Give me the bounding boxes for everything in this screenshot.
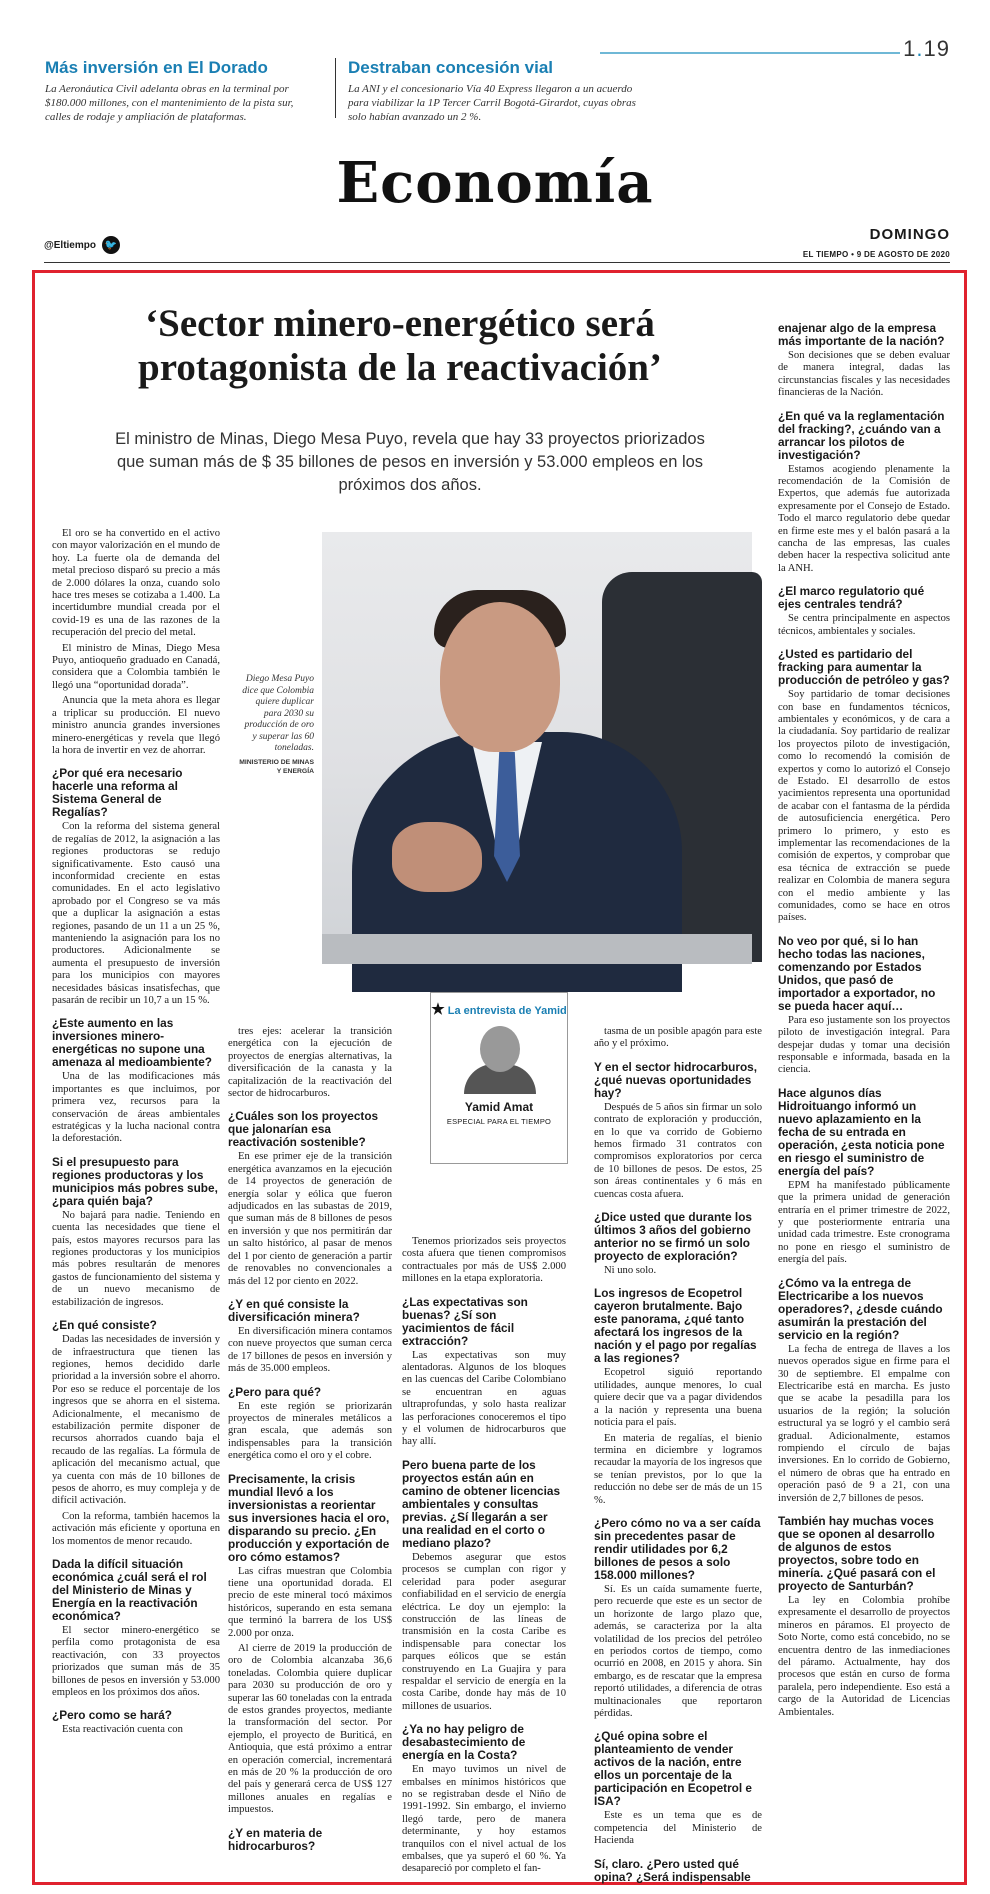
answer: La fecha de entrega de llaves a los nuevos operados sigue en firme para el 30 de septiembre. El empalme con Electricaribe está en marcha. Es justo que se acabe la pesadilla para los usuarios de la región; la solución estructural ya se logró y el cambio será gradual. Adicionalmente, estamos rompiendo el círculo de bajas inversiones. En lo corrido de Gobierno, el número de obras que ha entrado en operación pasó de 9 a 21, con una inversión de 2,7 billones de pesos. bbox=[778, 1343, 950, 1504]
teaser-text: La ANI y el concesionario Vía 40 Express llegaron a un acuerdo para viabilizar la 1P Tercer Carril Bogotá-Girardot, cuyas obras solo habían avanzado un 2 %. bbox=[348, 83, 636, 123]
question: ¿Dice usted que durante los últimos 3 años del gobierno anterior no se firmó un solo proyecto de exploración? bbox=[594, 1210, 752, 1264]
question: ¿En qué va la reglamentación del fracking?, ¿cuándo van a arrancar los pilotos de investigación? bbox=[778, 408, 945, 462]
question: También hay muchas voces que se oponen al desarrollo de algunos de estos proyectos, sobre todo en minería. ¿Qué pasará con el proyecto de Santurbán? bbox=[778, 1513, 936, 1593]
star-icon: ★ bbox=[431, 1001, 445, 1018]
question: Sí, claro. ¿Pero usted qué opina? ¿Será indispensable bbox=[594, 1856, 751, 1884]
question: enajenar algo de la empresa más importante de la nación? bbox=[778, 321, 945, 348]
interview-badge bbox=[430, 992, 568, 1164]
question: ¿Y en materia de hidrocarburos? bbox=[228, 1825, 323, 1853]
answer: Una de las modificaciones más importantes es que incluimos, por primera vez, recursos para la conservación de áreas ambientales estratégicas y la lucha nacional contra la deforestación. bbox=[52, 1071, 220, 1145]
page-number-rule bbox=[600, 52, 900, 54]
teaser-divider bbox=[335, 58, 336, 118]
teaser-el-dorado[interactable] bbox=[45, 58, 335, 124]
teaser-title[interactable]: Destraban concesión vial bbox=[348, 58, 554, 77]
answer: Al cierre de 2019 la producción de oro de Colombia alcanzaba 36,6 toneladas. Colombia quiere duplicar para 2030 su producción de oro y superar las 60 toneladas con la entrada de estos grandes proyectos, mediante la transformación del sector. Por ejemplo, el proyecto de Buriticá, en Antioquia, que está próximo a entrar en operación comercial, incrementará en más de 20 % la producción de oro del país y generará cerca de US$ 127 millones anuales en regalías e impuestos. bbox=[228, 1643, 392, 1816]
question: ¿Qué opina sobre el planteamiento de vender activos de la nación, entre ellos un porcentaje de la participación en Ecopetrol e ISA? bbox=[594, 1729, 752, 1809]
dateline: EL TIEMPO • 9 DE AGOSTO DE 2020 bbox=[802, 250, 950, 259]
question: ¿Este aumento en las inversiones minero-energéticas no supone una amenaza al medioambiente? bbox=[52, 1016, 212, 1070]
paragraph: Anuncia que la meta ahora es llegar a triplicar su producción. El nuevo ministro anuncia grandes inversiones minero-energéticas y revela que llegó la hora de invertir en vez de ahorrar. bbox=[52, 695, 220, 756]
answer: En este región se priorizarán proyectos de minerales metálicos a gran escala, que además son indispensables para la transición energética como el oro y el cobre. bbox=[228, 1400, 392, 1462]
answer: En materia de regalías, el bienio termina en diciembre y logramos recaudar la mayoría de los ingresos que se tenían previstos, por lo que la reducción no debe ser de más de un 15 %. bbox=[594, 1432, 762, 1506]
teaser-strip bbox=[45, 58, 945, 124]
answer: Estamos acogiendo plenamente la recomendación de la Comisión de Expertos, que además fue autorizada expresamente por el Consejo de Estado. Todo el marco regulatorio debe quedar en firme este mes y el balón pasará a la cancha de las empresas, las cuales deben hacer la respectiva solicitud ante la ANH. bbox=[778, 463, 950, 574]
section-title: Economía bbox=[336, 150, 654, 216]
minister-photo bbox=[322, 532, 752, 964]
paragraph: El ministro de Minas, Diego Mesa Puyo, antioqueño graduado en Canadá, considera que a Colombia también le llegó una “oportunidad dorada”. bbox=[52, 642, 220, 691]
question: ¿Pero como se hará? bbox=[52, 1708, 172, 1723]
answer: El sector minero-energético se perfila como protagonista de esa reactivación, con 33 proyectos priorizados que suman más de 35 billones de pesos en inversión y 53.000 empleos en los próximos dos años. bbox=[52, 1625, 220, 1699]
interviewer-name: Yamid Amat bbox=[464, 1100, 534, 1114]
question: ¿Cómo va la entrega de Electricaribe a los nuevos operadores?, ¿desde cuándo asumirán la prestación del servicio en la región? bbox=[778, 1275, 943, 1342]
answer: Ni uno solo. bbox=[604, 1265, 657, 1277]
answer: Soy partidario de tomar decisiones con base en fundamentos técnicos, ambientales y económicos, y de cara a la ciudadanía. Soy partidario de realizar los proyectos piloto de investigación, como lo recomendó la comisión de expertos y como lo autorizó el Consejo de Estado. El desarrollo de estos yacimientos representa una oportunidad de acabar con el fantasma de la pérdida de autosuficiencia energética. Pero primero lo primero, y esto es implementar las recomendaciones de la comisión de expertos, y comprobar que esa técnica de extracción se puede realizar en Colombia de manera segura con el medio ambiente y las comunidades, como se hace en otros países. bbox=[778, 689, 950, 924]
answer: Ecopetrol siguió reportando utilidades, aunque menores, lo cual quiere decir que va a pagar dividendos a la nación y representa una buena noticia para el país. bbox=[594, 1367, 762, 1429]
paragraph: tres ejes: acelerar la transición energética con la ejecución de proyectos de energías alternativas, la diversificación de la canasta y la capitalización de la reactivación del sector de hidrocarburos. bbox=[228, 1026, 392, 1100]
paragraph: El oro se ha convertido en el activo con mayor valorización en el mundo de hoy. La fuerte ola de demanda del metal precioso disparó su precio a más de 2.000 dólares la onza, cuando solo hace tres meses se cotizaba a 1.400. La incertidumbre mundial creada por el covid-19 es una de las razones de la recuperación del precio del metal. bbox=[52, 528, 220, 639]
question: ¿El marco regulatorio qué ejes centrales tendrá? bbox=[778, 584, 925, 612]
answer: La ley en Colombia prohíbe expresamente el desarrollo de proyectos mineros en páramos. El proyecto de Soto Norte, como está concebido, no se encuentra dentro de las inmediaciones del páramo. Actualmente, hay dos procesos que están en curso de forma paralela, pero independiente. Eso está a cargo de la Autoridad de Licencias Ambientales. bbox=[778, 1594, 950, 1718]
twitter-icon[interactable]: 🐦 bbox=[102, 236, 120, 254]
teaser-text: La Aeronáutica Civil adelanta obras en la terminal por $180.000 millones, con el mantenimiento de la pista sur, calles de rodaje y ampliación de plataformas. bbox=[45, 83, 294, 123]
question: Dada la difícil situación económica ¿cuál será el rol del Ministerio de Minas y Energía en la reactivación económica? bbox=[52, 1557, 207, 1623]
question: ¿Ya no hay peligro de desabastecimiento de energía en la Costa? bbox=[402, 1722, 526, 1763]
question: Y en el sector hidrocarburos, ¿qué nuevas oportunidades hay? bbox=[594, 1059, 758, 1100]
question: Hace algunos días Hidroituango informó un nuevo aplazamiento en la fecha de su entrada en operación, ¿esta noticia pone en riesgo el suministro de energía del país? bbox=[778, 1085, 945, 1178]
question: ¿Cuáles son los proyectos que jalonarían esa reactivación sostenible? bbox=[228, 1109, 379, 1150]
article-column-2 bbox=[228, 1026, 392, 1870]
answer: En ese primer eje de la transición energética avanzamos en la ejecución de 14 proyectos de generación de energía solar y eólica que fueron adjudicados en las subastas de 2019, que suman más de 8 billones de pesos en inversión y que nos permitirán dar un salto histórico, al pasar de menos del 1 por ciento de generación a partir de renovables no convencionales a más del 12 por ciento en 2022. bbox=[228, 1151, 392, 1287]
question: Precisamente, la crisis mundial llevó a los inversionistas a reorientar sus inversiones hacia el oro, disparando su precio. ¿En producción y exportación de oro cómo estamos? bbox=[228, 1471, 390, 1564]
interview-tag: ★ La entrevista de Yamid bbox=[431, 1001, 567, 1018]
answer: Dadas las necesidades de inversión y de infraestructura que tienen las regiones, hemos decidido darle prioridad a la inversión sobre el ahorro. Por eso se reduce el porcentaje de los ingresos que se ahorra en el sistema. Adicionalmente, el mecanismo de estabilización permite disponer de recursos ahorrados cuando baja el recaudo de las regalías. La fórmula de aplicación del mecanismo actual, que ya cuenta con más de 10 billones de pesos de ahorro, es muy compleja y de difícil activación. bbox=[52, 1334, 220, 1507]
question: ¿Usted es partidario del fracking para aumentar la producción de petróleo y gas? bbox=[778, 647, 950, 688]
interviewer-role: ESPECIAL PARA EL TIEMPO bbox=[446, 1117, 552, 1126]
article-dek: El ministro de Minas, Diego Mesa Puyo, revela que hay 33 proyectos priorizados que suman más de $ 35 billones de pesos en inversión y 53.000 empleos en los próximos dos años. bbox=[115, 430, 705, 494]
question: Si el presupuesto para regiones productoras y los municipios más pobres sube, ¿para quién baja? bbox=[52, 1154, 218, 1208]
answer: EPM ha manifestado públicamente que la primera unidad de generación entraría en el primer trimestre de 2022, y que posteriormente entraría una unidad cada trimestre. Este cronograma no pone en riesgo el suministro de energía del país. bbox=[778, 1179, 950, 1266]
teaser-title[interactable]: Más inversión en El Dorado bbox=[45, 58, 268, 77]
answer: Este es un tema que es de competencia del Ministerio de Hacienda bbox=[594, 1810, 762, 1847]
answer: Para eso justamente son los proyectos piloto de investigación integral. Para despejar dudas y tomar una decisión responsable e informada, basada en la ciencia. bbox=[778, 1014, 950, 1076]
answer: Esta reactivación cuenta con bbox=[62, 1724, 183, 1736]
question: No veo por qué, si lo han hecho todas las naciones, comenzando por Estados Unidos, que pasó de importador a exportador, no se pueda hacer aquí… bbox=[778, 933, 936, 1013]
day-label: DOMINGO bbox=[869, 226, 950, 243]
question: ¿Pero cómo no va a ser caída sin precedentes pasar de rendir utilidades por 6,2 billones de pesos a solo 158.000 millones? bbox=[594, 1515, 761, 1582]
answer: Con la reforma, también hacemos la activación más eficiente y oportuna en los momentos de menor recaudo. bbox=[52, 1510, 220, 1547]
question: ¿Y en qué consiste la diversificación minera? bbox=[228, 1296, 360, 1324]
answer: Con la reforma del sistema general de regalías de 2012, la asignación a las regiones productoras se redujo significativamente. Esto causó una inconformidad creciente en estas comunidades. En el acto legislativo aprobado por el Congreso se va más que a duplicar la asignación a estas regiones, pasando de un 11 a un 25 %, manteniendo la asignación para los no productores. Adicionalmente se aumenta el presupuesto de inversión para los municipios con mayores necesidades básicas insatisfechas, que pasarán de recibir un 10,7 a un 15 %. bbox=[52, 821, 220, 1006]
answer: Las cifras muestran que Colombia tiene una oportunidad dorada. El precio de este mineral tocó máximos históricos, superando en esta semana que terminó la barrera de los US$ 2.000 por onza. bbox=[228, 1565, 392, 1639]
question: ¿Por qué era necesario hacerle una reforma al Sistema General de Regalías? bbox=[52, 766, 183, 820]
answer: Después de 5 años sin firmar un solo contrato de exploración y producción, en lo que va corrido de Gobierno hemos firmado 31 contratos con compromisos exploratorios por cerca de 10 billones de pesos. De estos, 25 son áreas continentales y 6 más en cuencas costa afuera. bbox=[594, 1101, 762, 1200]
social-handle[interactable]: @Eltiempo 🐦 bbox=[44, 236, 120, 254]
photo-caption: Diego Mesa Puyo dice que Colombia quiere duplicar para 2030 su producción de oro y superar las 60 toneladas. MINISTERIO DE MINAS Y ENERGÍA bbox=[239, 674, 314, 775]
answer: Son decisiones que se deben evaluar de manera integral, dadas las circunstancias fiscales y las necesidades financieras de la Nación. bbox=[778, 350, 950, 399]
article-column-3 bbox=[402, 1236, 566, 1875]
photo-credit: MINISTERIO DE MINAS Y ENERGÍA bbox=[239, 758, 314, 775]
answer: En diversificación minera contamos con nueve proyectos que suman cerca de 17 billones de pesos en inversión y más de 35.000 empleos. bbox=[228, 1325, 392, 1375]
answer: En mayo tuvimos un nivel de embalses en mínimos históricos que no se registraban desde el Niño de 1991-1992. Sin embargo, el invierno llegó tarde, pero de manera determinante, y hoy estamos tranquilos con el nivel actual de los embalses, que ya superó el 60 %. Ya desapareció por completo el fan- bbox=[402, 1764, 566, 1875]
question: ¿Las expectativas son buenas? ¿Sí son yacimientos de fácil extracción? bbox=[402, 1294, 528, 1348]
question: ¿En qué consiste? bbox=[52, 1318, 157, 1333]
paragraph: Tenemos priorizados seis proyectos costa afuera que tienen compromisos contractuales por más de US$ 2.000 millones en la etapa exploratoria. bbox=[402, 1236, 566, 1285]
question: Pero buena parte de los proyectos están aún en camino de obtener licencias ambientales y consultas previas. ¿Sí llegarán a ser una realidad en el corto o mediano plazo? bbox=[402, 1457, 561, 1550]
yamid-portrait bbox=[458, 1024, 540, 1094]
answer: No bajará para nadie. Teniendo en cuenta las necesidades que tiene el país, estos mayores recursos para las regiones productoras y los municipios más pobres resultarán de menores gastos de funcionamiento del sistema y de un nuevo mecanismo de estabilización de ingresos. bbox=[52, 1209, 220, 1308]
article-headline: ‘Sector minero-energético será protagonista de la reactivación’ bbox=[138, 302, 662, 389]
article-column-4 bbox=[594, 1026, 762, 1884]
answer: Las expectativas son muy alentadoras. Algunos de los bloques en las cuencas del Caribe Colombiano se encuentran en aguas ultraprofundas, y solo hasta realizar las perforaciones conoceremos el tipo y el volumen de hidrocarburos que hay allí. bbox=[402, 1349, 566, 1448]
teaser-concesion-vial[interactable] bbox=[348, 58, 658, 124]
answer: Debemos asegurar que estos procesos se cumplan con rigor y celeridad para poder asegurar confiabilidad en el servicio de energía eléctrica. Le doy un ejemplo: la construcción de las líneas de transmisión en la costa Caribe es indispensable para conectar los parques eólicos que se están construyendo en La Guajira y para respaldar el servicio de energía en la costa Caribe, donde hay más de 10 millones de usuarios. bbox=[402, 1551, 566, 1712]
page-number: 1.19 bbox=[903, 36, 950, 61]
header-rule bbox=[44, 262, 950, 263]
question: ¿Pero para qué? bbox=[228, 1384, 322, 1399]
article-column-5 bbox=[778, 322, 950, 1870]
paragraph: tasma de un posible apagón para este año y el próximo. bbox=[594, 1026, 762, 1050]
article-column-1 bbox=[52, 528, 220, 1870]
question: Los ingresos de Ecopetrol cayeron brutalmente. Bajo este panorama, ¿qué tanto afectará los ingresos de la nación y el pago por regalías a las regiones? bbox=[594, 1286, 757, 1366]
answer: Se centra principalmente en aspectos técnicos, ambientales y sociales. bbox=[778, 613, 950, 637]
answer: Sí. Es un caída sumamente fuerte, pero recuerde que este es un sector de un horizonte de largo plazo que, además, se caracteriza por la alta volatilidad de los precios del petróleo en periodos cortos de tiempo, como ocurrió en 2008, en 2015 y ahora. Sin embargo, es de rescatar que la empresa reportó utilidades, a diferencia de otras multinacionales que reportaron pérdidas. bbox=[594, 1583, 762, 1719]
